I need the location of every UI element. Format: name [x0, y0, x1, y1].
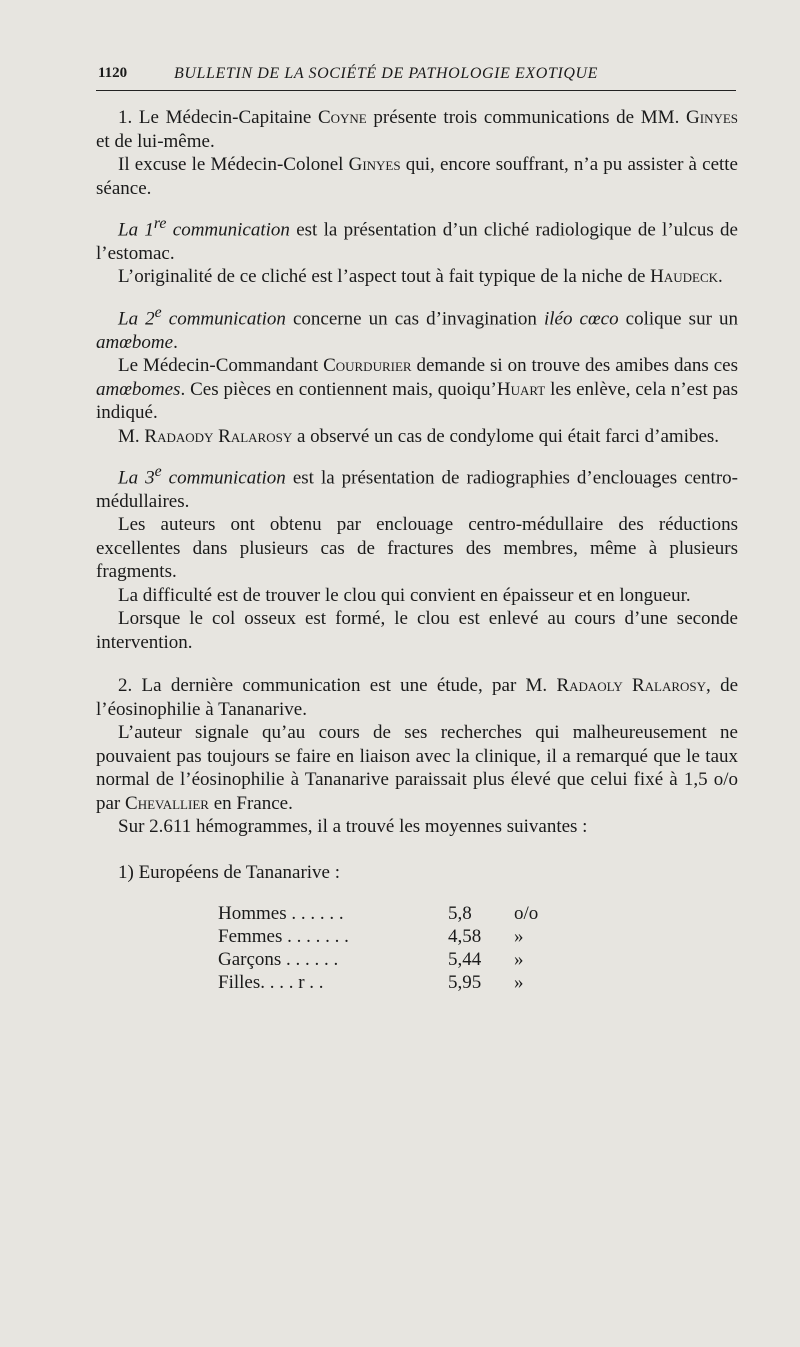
row-unit: »	[514, 926, 524, 948]
paragraph-13: L’auteur signale qu’au cours de ses recherches qui malheureusement ne pouvaient pas toujours se faire en liaison avec la clinique, il a remarqué que le taux normal de l’éosinophilie à Tananarive paraissait plus élevé que celui fixé à 1,5 o/o par Chevallier en France.	[96, 722, 738, 814]
running-title: BULLETIN DE LA SOCIÉTÉ DE PATHOLOGIE EXOTIQUE	[174, 65, 599, 82]
paragraph-11: Lorsque le col osseux est formé, le clou est enlevé au cours d’une seconde intervention.	[96, 608, 738, 653]
paragraph-8: La 3e communication est la présentation de radiographies d’enclouages centro-médullaires.	[96, 463, 738, 512]
row-label: Garçons . . . . . .	[218, 949, 339, 971]
paragraph-6: Le Médecin-Commandant Courdurier demande si on trouve des amibes dans ces amœbomes. Ces pièces en contiennent mais, quoiqu’Huart les enlève, cela n’est pas indiqué.	[96, 355, 738, 424]
row-value: 5,44	[448, 949, 482, 971]
row-value: 5,8	[448, 903, 472, 925]
row-value: 5,95	[448, 972, 482, 994]
body-text	[96, 106, 738, 994]
page-header	[96, 62, 736, 91]
paragraph-1: 1. Le Médecin-Capitaine Coyne présente trois communications de MM. Ginyes et de lui-même.	[96, 107, 739, 152]
paragraph-9: Les auteurs ont obtenu par enclouage centro-médullaire des réductions excellentes dans plusieurs cas de fractures des membres, même à plusieurs fragments.	[96, 514, 738, 583]
paragraph-2: Il excuse le Médecin-Colonel Ginyes qui, encore souffrant, n’a pu assister à cette séance.	[96, 154, 738, 199]
paragraph-4: L’originalité de ce cliché est l’aspect tout à fait typique de la niche de Haudeck.	[118, 266, 723, 288]
paragraph-7: M. Radaody Ralarosy a observé un cas de condylome qui était farci d’amibes.	[118, 425, 720, 447]
paragraph-3: La 1re communication est la présentation d’un cliché radiologique de l’ulcus de l’estomac.	[96, 215, 738, 264]
paragraph-10: La difficulté est de trouver le clou qui convient en épaisseur et en longueur.	[118, 584, 691, 606]
row-label: Femmes . . . . . . .	[218, 926, 349, 948]
table-row	[218, 902, 564, 925]
row-label: Hommes . . . . . .	[218, 903, 344, 925]
row-unit: »	[514, 972, 524, 994]
row-unit: o/o	[514, 903, 539, 925]
paragraph-12: 2. La dernière communication est une étude, par M. Radaoly Ralarosy, de l’éosinophilie à Tananarive.	[96, 675, 738, 720]
table-row	[218, 971, 564, 994]
table-row	[218, 948, 564, 971]
row-value: 4,58	[448, 926, 482, 948]
page-number: 1120	[98, 65, 128, 81]
averages-table	[218, 902, 564, 994]
table-row	[218, 925, 564, 948]
row-label: Filles. . . . r . .	[218, 972, 324, 994]
paragraph-14: Sur 2.611 hémogrammes, il a trouvé les moyennes suivantes :	[118, 816, 588, 838]
row-unit: »	[514, 949, 524, 971]
paragraph-5: La 2e communication concerne un cas d’invagination iléo cœco colique sur un amœbome.	[96, 303, 738, 353]
list-heading: 1) Européens de Tananarive :	[118, 861, 341, 883]
